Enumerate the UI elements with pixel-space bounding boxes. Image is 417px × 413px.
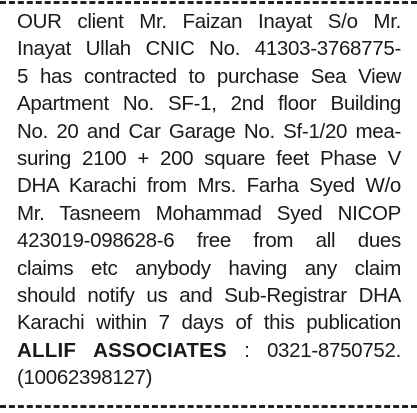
top-dashed-rule bbox=[0, 0, 417, 4]
notice-line: suring 2100 + 200 square feet Phase V bbox=[17, 146, 401, 170]
notice-line: 5 has contracted to purchase Sea View bbox=[17, 64, 401, 88]
legal-notice bbox=[17, 8, 401, 391]
notice-line: DHA Karachi from Mrs. Farha Syed W/o bbox=[17, 174, 401, 198]
firm-contact-line bbox=[17, 337, 401, 364]
notice-line: Apartment No. SF-1, 2nd floor Building bbox=[17, 92, 401, 116]
notice-line: claims etc anybody having any claim bbox=[17, 256, 401, 280]
notice-line: No. 20 and Car Garage No. Sf-1/20 mea- bbox=[17, 119, 401, 143]
reference-number: (10062398127) bbox=[17, 366, 153, 390]
notice-line: Inayat Ullah CNIC No. 41303-3768775- bbox=[17, 37, 401, 61]
notice-line: OUR client Mr. Faizan Inayat S/o Mr. bbox=[17, 10, 401, 33]
firm-name: ALLIF ASSOCIATES bbox=[17, 338, 227, 362]
notice-line: should notify us and Sub-Registrar DHA bbox=[17, 283, 401, 307]
notice-line: 423019-098628-6 free from all dues bbox=[17, 229, 401, 253]
bottom-dashed-rule bbox=[0, 405, 417, 410]
notice-line: Mr. Tasneem Mohammad Syed NICOP bbox=[17, 201, 401, 225]
firm-phone: : 0321-8750752. bbox=[226, 338, 401, 362]
notice-line: Karachi within 7 days of this publication bbox=[17, 311, 401, 335]
